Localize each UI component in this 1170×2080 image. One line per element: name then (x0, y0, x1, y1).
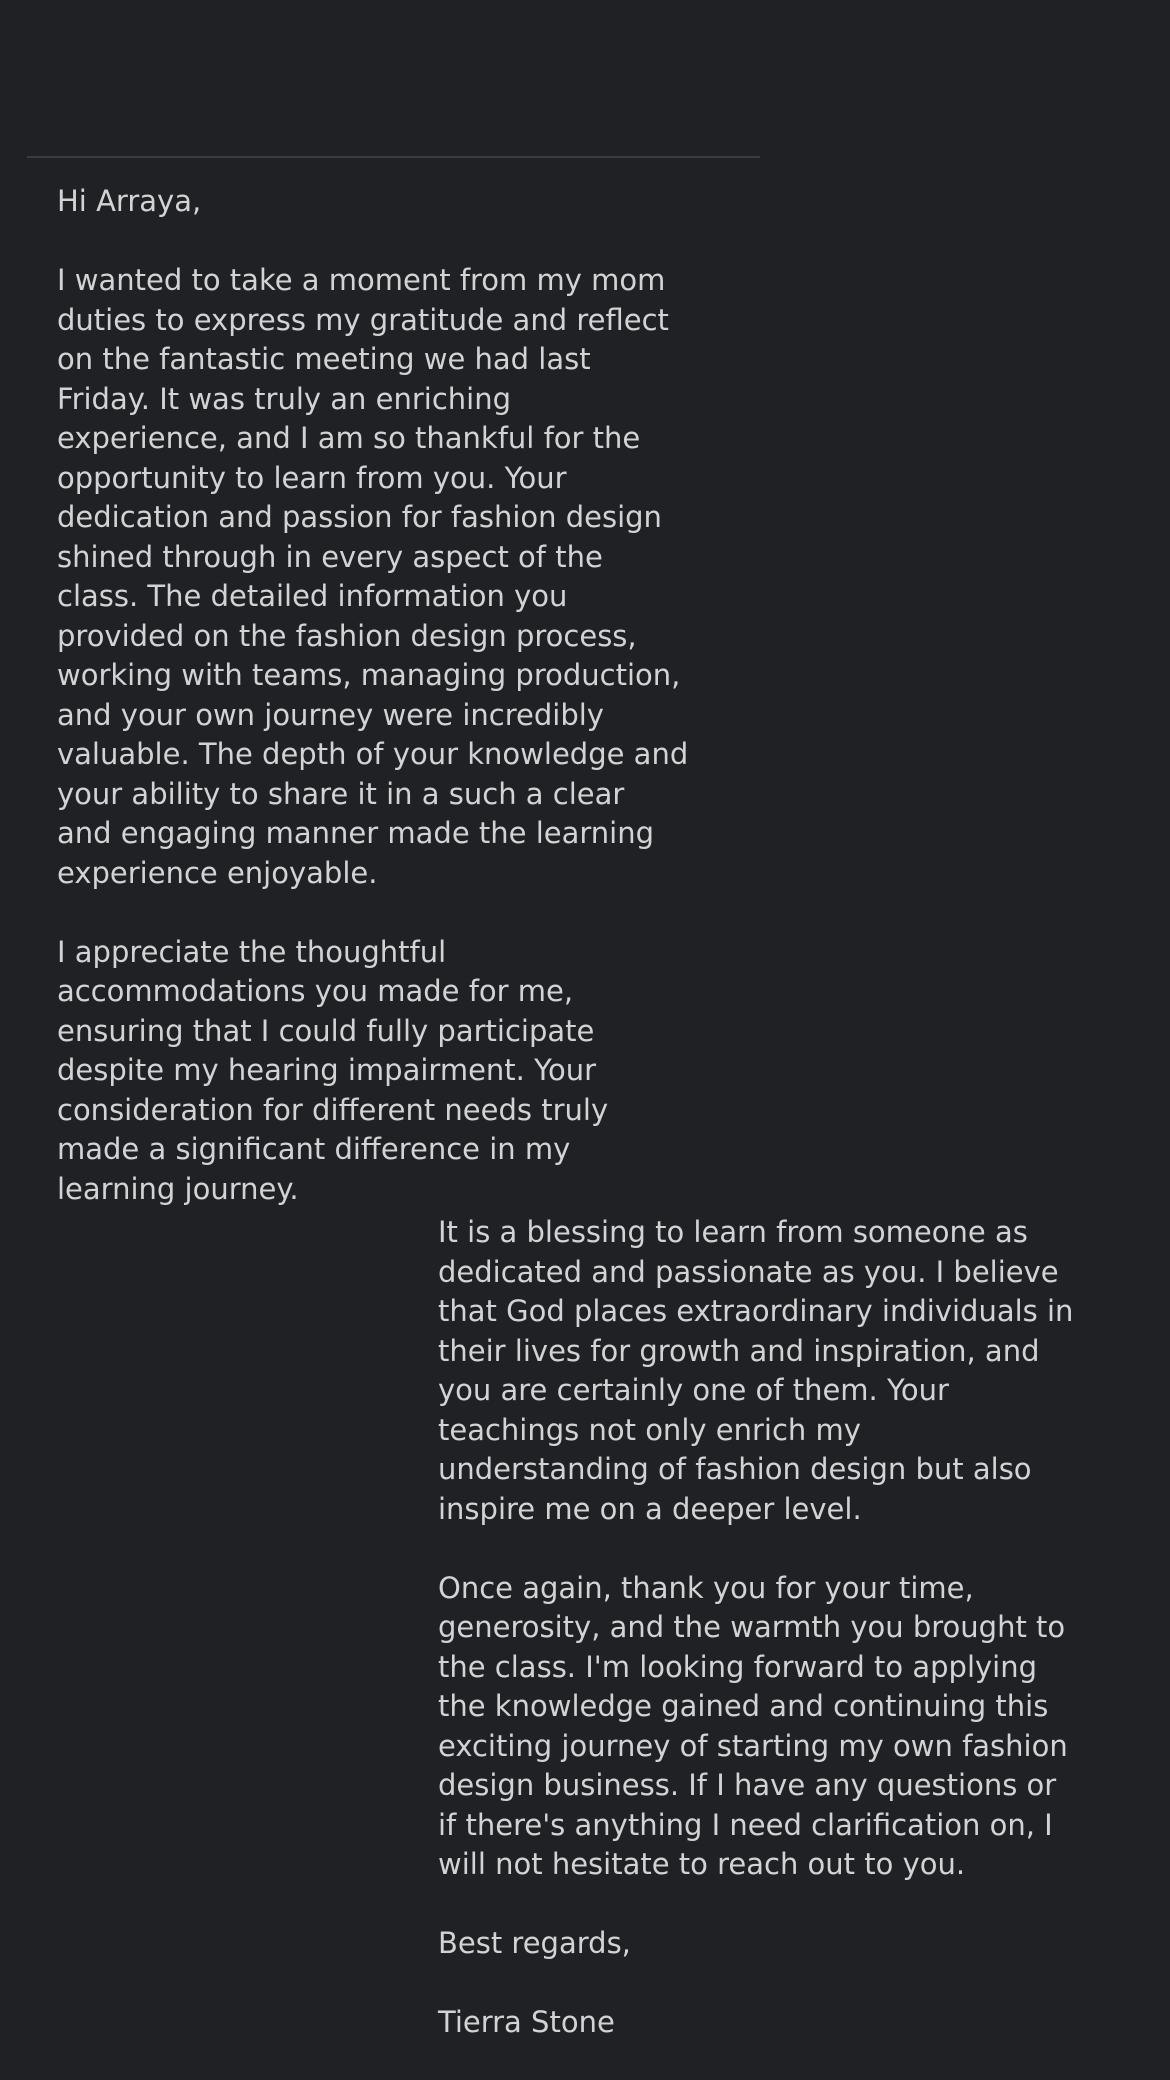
paragraph-line: duties to express my gratitude and reflect (57, 302, 669, 337)
paragraph-line: and your own journey were incredibly (57, 697, 604, 732)
paragraph-line: despite my hearing impairment. Your (57, 1053, 597, 1087)
paragraph-line: consideration for different needs truly (57, 1092, 609, 1127)
email-body-left (57, 182, 737, 1209)
paragraph-line: dedicated and passionate as you. I believe (438, 1254, 1059, 1289)
paragraph-line: experience enjoyable. (57, 855, 378, 890)
paragraph-line: you are certainly one of them. Your (438, 1373, 949, 1407)
paragraph-line: understanding of fashion design but also (438, 1452, 1032, 1486)
paragraph-line: on the fantastic meeting we had last (57, 342, 591, 376)
paragraph-line: made a significant difference in my (57, 1132, 571, 1166)
paragraph-line: design business. If I have any questions or (438, 1768, 1057, 1802)
email-signature: Tierra Stone (438, 2005, 615, 2039)
paragraph-line: working with teams, managing production, (57, 658, 681, 692)
paragraph-line: teachings not only enrich my (438, 1412, 861, 1447)
paragraph-gap (438, 1885, 1148, 1925)
header-divider (27, 156, 760, 158)
paragraph-line: inspire me on a deeper level. (438, 1491, 862, 1526)
paragraph-line: if there's anything I need clarification on, I (438, 1807, 1053, 1842)
paragraph-line: and engaging manner made the learning (57, 816, 655, 850)
paragraph-line: that God places extraordinary individuals in (438, 1294, 1074, 1328)
email-body-right (438, 1213, 1148, 2043)
email-greeting: Hi Arraya, (57, 184, 202, 218)
paragraph-line: provided on the fashion design process, (57, 618, 637, 653)
paragraph-line: I wanted to take a moment from my mom (57, 263, 666, 297)
paragraph-line: the class. I'm looking forward to applying (438, 1649, 1038, 1684)
paragraph-line: your ability to share it in a such a clear (57, 776, 625, 811)
paragraph-gap (57, 222, 737, 262)
paragraph-line: class. The detailed information you (57, 579, 568, 613)
paragraph-gap (438, 1529, 1148, 1569)
paragraph-line: generosity, and the warmth you brought to (438, 1610, 1066, 1644)
paragraph-line: opportunity to learn from you. Your (57, 460, 567, 495)
email-paragraph-3 (438, 1213, 1148, 1529)
paragraph-line: dedication and passion for fashion design (57, 500, 662, 534)
paragraph-line: shined through in every aspect of the (57, 539, 603, 574)
paragraph-line: will not hesitate to reach out to you. (438, 1847, 966, 1881)
paragraph-line: accommodations you made for me, (57, 974, 574, 1008)
paragraph-gap (57, 893, 737, 933)
paragraph-line: Once again, thank you for your time, (438, 1570, 974, 1605)
email-paragraph-2 (57, 933, 737, 1210)
paragraph-line: valuable. The depth of your knowledge and (57, 737, 689, 771)
email-paragraph-1 (57, 261, 737, 893)
paragraph-line: learning journey. (57, 1171, 299, 1206)
email-paragraph-4 (438, 1569, 1148, 1885)
paragraph-line: ensuring that I could fully participate (57, 1013, 595, 1048)
paragraph-line: their lives for growth and inspiration, and (438, 1333, 1040, 1368)
paragraph-line: I appreciate the thoughtful (57, 934, 447, 969)
paragraph-line: It is a blessing to learn from someone as (438, 1215, 1028, 1249)
email-closing: Best regards, (438, 1926, 631, 1960)
paragraph-line: Friday. It was truly an enriching (57, 381, 512, 416)
paragraph-gap (438, 1964, 1148, 2004)
paragraph-line: exciting journey of starting my own fashion (438, 1728, 1068, 1763)
paragraph-line: experience, and I am so thankful for the (57, 421, 641, 455)
paragraph-line: the knowledge gained and continuing this (438, 1689, 1049, 1723)
